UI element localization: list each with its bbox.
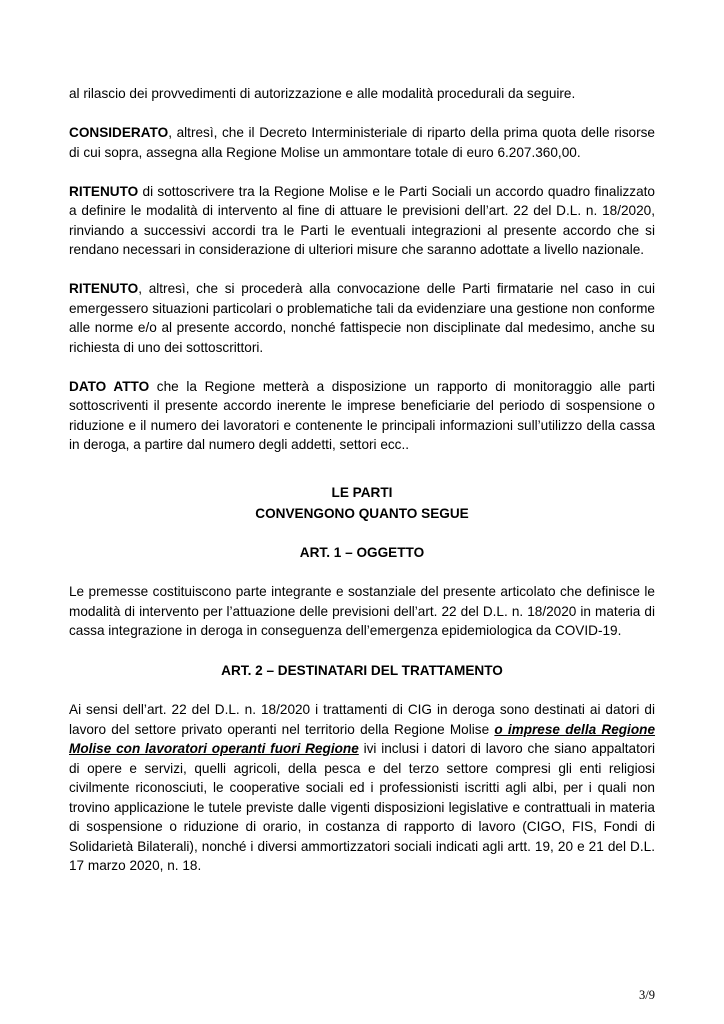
document-body <box>69 84 655 895</box>
intro-paragraph <box>69 84 655 104</box>
ritenuto-paragraph-2 <box>69 279 655 357</box>
art2-emphasis: o imprese della Regione Molise con lavoratori operanti fuori Regione <box>69 721 656 756</box>
ritenuto-keyword-2: RITENUTO <box>69 281 139 296</box>
dato-atto-keyword: DATO ATTO <box>69 378 150 394</box>
intro-text: al rilascio dei provvedimenti di autorizzazione e alle modalità procedurali da seguire. <box>69 86 576 101</box>
ritenuto-paragraph-1 <box>69 182 655 260</box>
considerato-text: , altresì, che il Decreto Interministeriale di riparto della prima quota delle risorse di cui sopra, assegna alla Regione Molise un ammontare totale di euro 6.207.360,00. <box>69 125 655 160</box>
art1-text: Le premesse costituiscono parte integrante e sostanziale del presente articolato che definisce le modalità di intervento per l’attuazione delle previsioni dell’art. 22 del D.L. n. 18/2020 in materia di cassa integrazione in deroga in conseguenza dell’emergenza epidemiologica da COVID-19. <box>69 584 655 638</box>
art2-paragraph <box>69 700 655 876</box>
ritenuto-keyword-1: RITENUTO <box>69 183 139 199</box>
art2-text-before: Ai sensi dell’art. 22 del D.L. n. 18/2020 i trattamenti di CIG in deroga sono destinati ai datori di lavoro del settore privato operanti nel territorio della Regione Molise <box>69 702 655 737</box>
dato-atto-text: che la Regione metterà a disposizione un rapporto di monitoraggio alle parti sottoscriventi il presente accordo inerente le imprese beneficiarie del periodo di sospensione o riduzione e il numero dei lavoratori e contenente le principali informazioni sull’utilizzo della cassa in deroga, a partire dal numero degli addetti, settori ecc.. <box>69 378 655 452</box>
art2-heading: ART. 2 – DESTINATARI DEL TRATTAMENTO <box>221 662 503 678</box>
le-parti-heading: LE PARTI <box>331 484 393 500</box>
art2-text-after: ivi inclusi i datori di lavoro che siano appaltatori di opere e servizi, quelli agricoli, della pesca e del terzo settore compresi gli enti religiosi civilmente riconosciuti, le cooperative sociali ed i professionisti iscritti agli albi, per i quali non trovino applicazione le tutele previste dalle vigenti disposizioni legislative e contrattuali in materia di sospensione o riduzione di orario, in costanza di rapporto di lavoro (CIGO, FIS, Fondi di Solidarietà Bilaterali), nonché i diversi ammortizzatori sociali indicati agli artt. 19, 20 e 21 del D.L. 17 marzo 2020, n. 18. <box>69 741 655 873</box>
ritenuto-text-1: di sottoscrivere tra la Regione Molise e le Parti Sociali un accordo quadro finalizzato a definire le modalità di intervento al fine di attuare le previsioni dell’art. 22 del D.L. n. 18/2020, rinviando a successivi accordi tra le Parti le eventuali integrazioni al presente accordo che si rendano necessari in considerazione di ulteriori misure che saranno adottate a livello nazionale. <box>69 183 655 257</box>
page-number: 3/9 <box>639 988 655 1002</box>
convengono-heading: CONVENGONO QUANTO SEGUE <box>255 506 469 521</box>
considerato-paragraph <box>69 123 655 162</box>
ritenuto-text-2: , altresì, che si procederà alla convocazione delle Parti firmatarie nel caso in cui emergessero situazioni particolari o problematiche tali da evidenziare una gestione non conforme alle norme e/o al presente accordo, nonché fattispecie non disciplinate dal medesimo, anche su richiesta di uno dei sottoscrittori. <box>69 281 655 355</box>
considerato-keyword: CONSIDERATO <box>69 125 169 140</box>
art1-heading: ART. 1 – OGGETTO <box>299 544 425 560</box>
dato-atto-paragraph <box>69 377 655 455</box>
art1-paragraph <box>69 582 655 641</box>
